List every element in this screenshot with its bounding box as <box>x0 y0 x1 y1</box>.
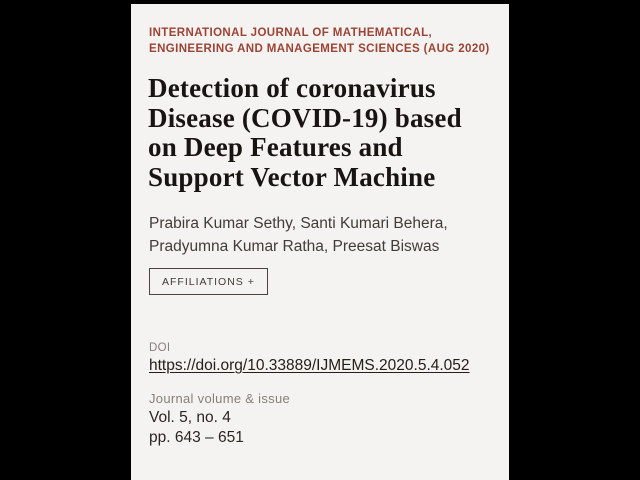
issue-volume: Vol. 5, no. 4 <box>149 409 231 426</box>
authors-line-2: Pradyumna Kumar Ratha, Preesat Biswas <box>149 237 440 255</box>
title-line-2: Disease (COVID-19) based <box>148 102 462 133</box>
page-title <box>148 74 462 192</box>
issue-label: Journal volume & issue <box>149 391 290 406</box>
letterbox-right <box>509 0 640 480</box>
letterbox-left <box>0 0 131 480</box>
journal-header <box>149 25 490 57</box>
title-line-3: on Deep Features and <box>148 132 403 162</box>
article-card <box>131 4 509 480</box>
doi-link[interactable]: https://doi.org/10.33889/IJMEMS.2020.5.4.052 <box>149 357 470 374</box>
authors-line-1: Prabira Kumar Sethy, Santi Kumari Behera, <box>149 215 448 232</box>
title-line-4: Support Vector Machine <box>148 161 436 192</box>
title-line-1: Detection of coronavirus <box>148 73 436 103</box>
doi-label: DOI <box>149 342 171 354</box>
issue-pages: pp. 643 – 651 <box>149 429 244 446</box>
journal-header-line-2: ENGINEERING AND MANAGEMENT SCIENCES (AUG 2020) <box>149 43 490 55</box>
affiliations-button[interactable]: AFFILIATIONS + <box>149 268 268 295</box>
authors <box>149 213 448 258</box>
journal-header-line-1: INTERNATIONAL JOURNAL OF MATHEMATICAL, <box>149 27 433 39</box>
